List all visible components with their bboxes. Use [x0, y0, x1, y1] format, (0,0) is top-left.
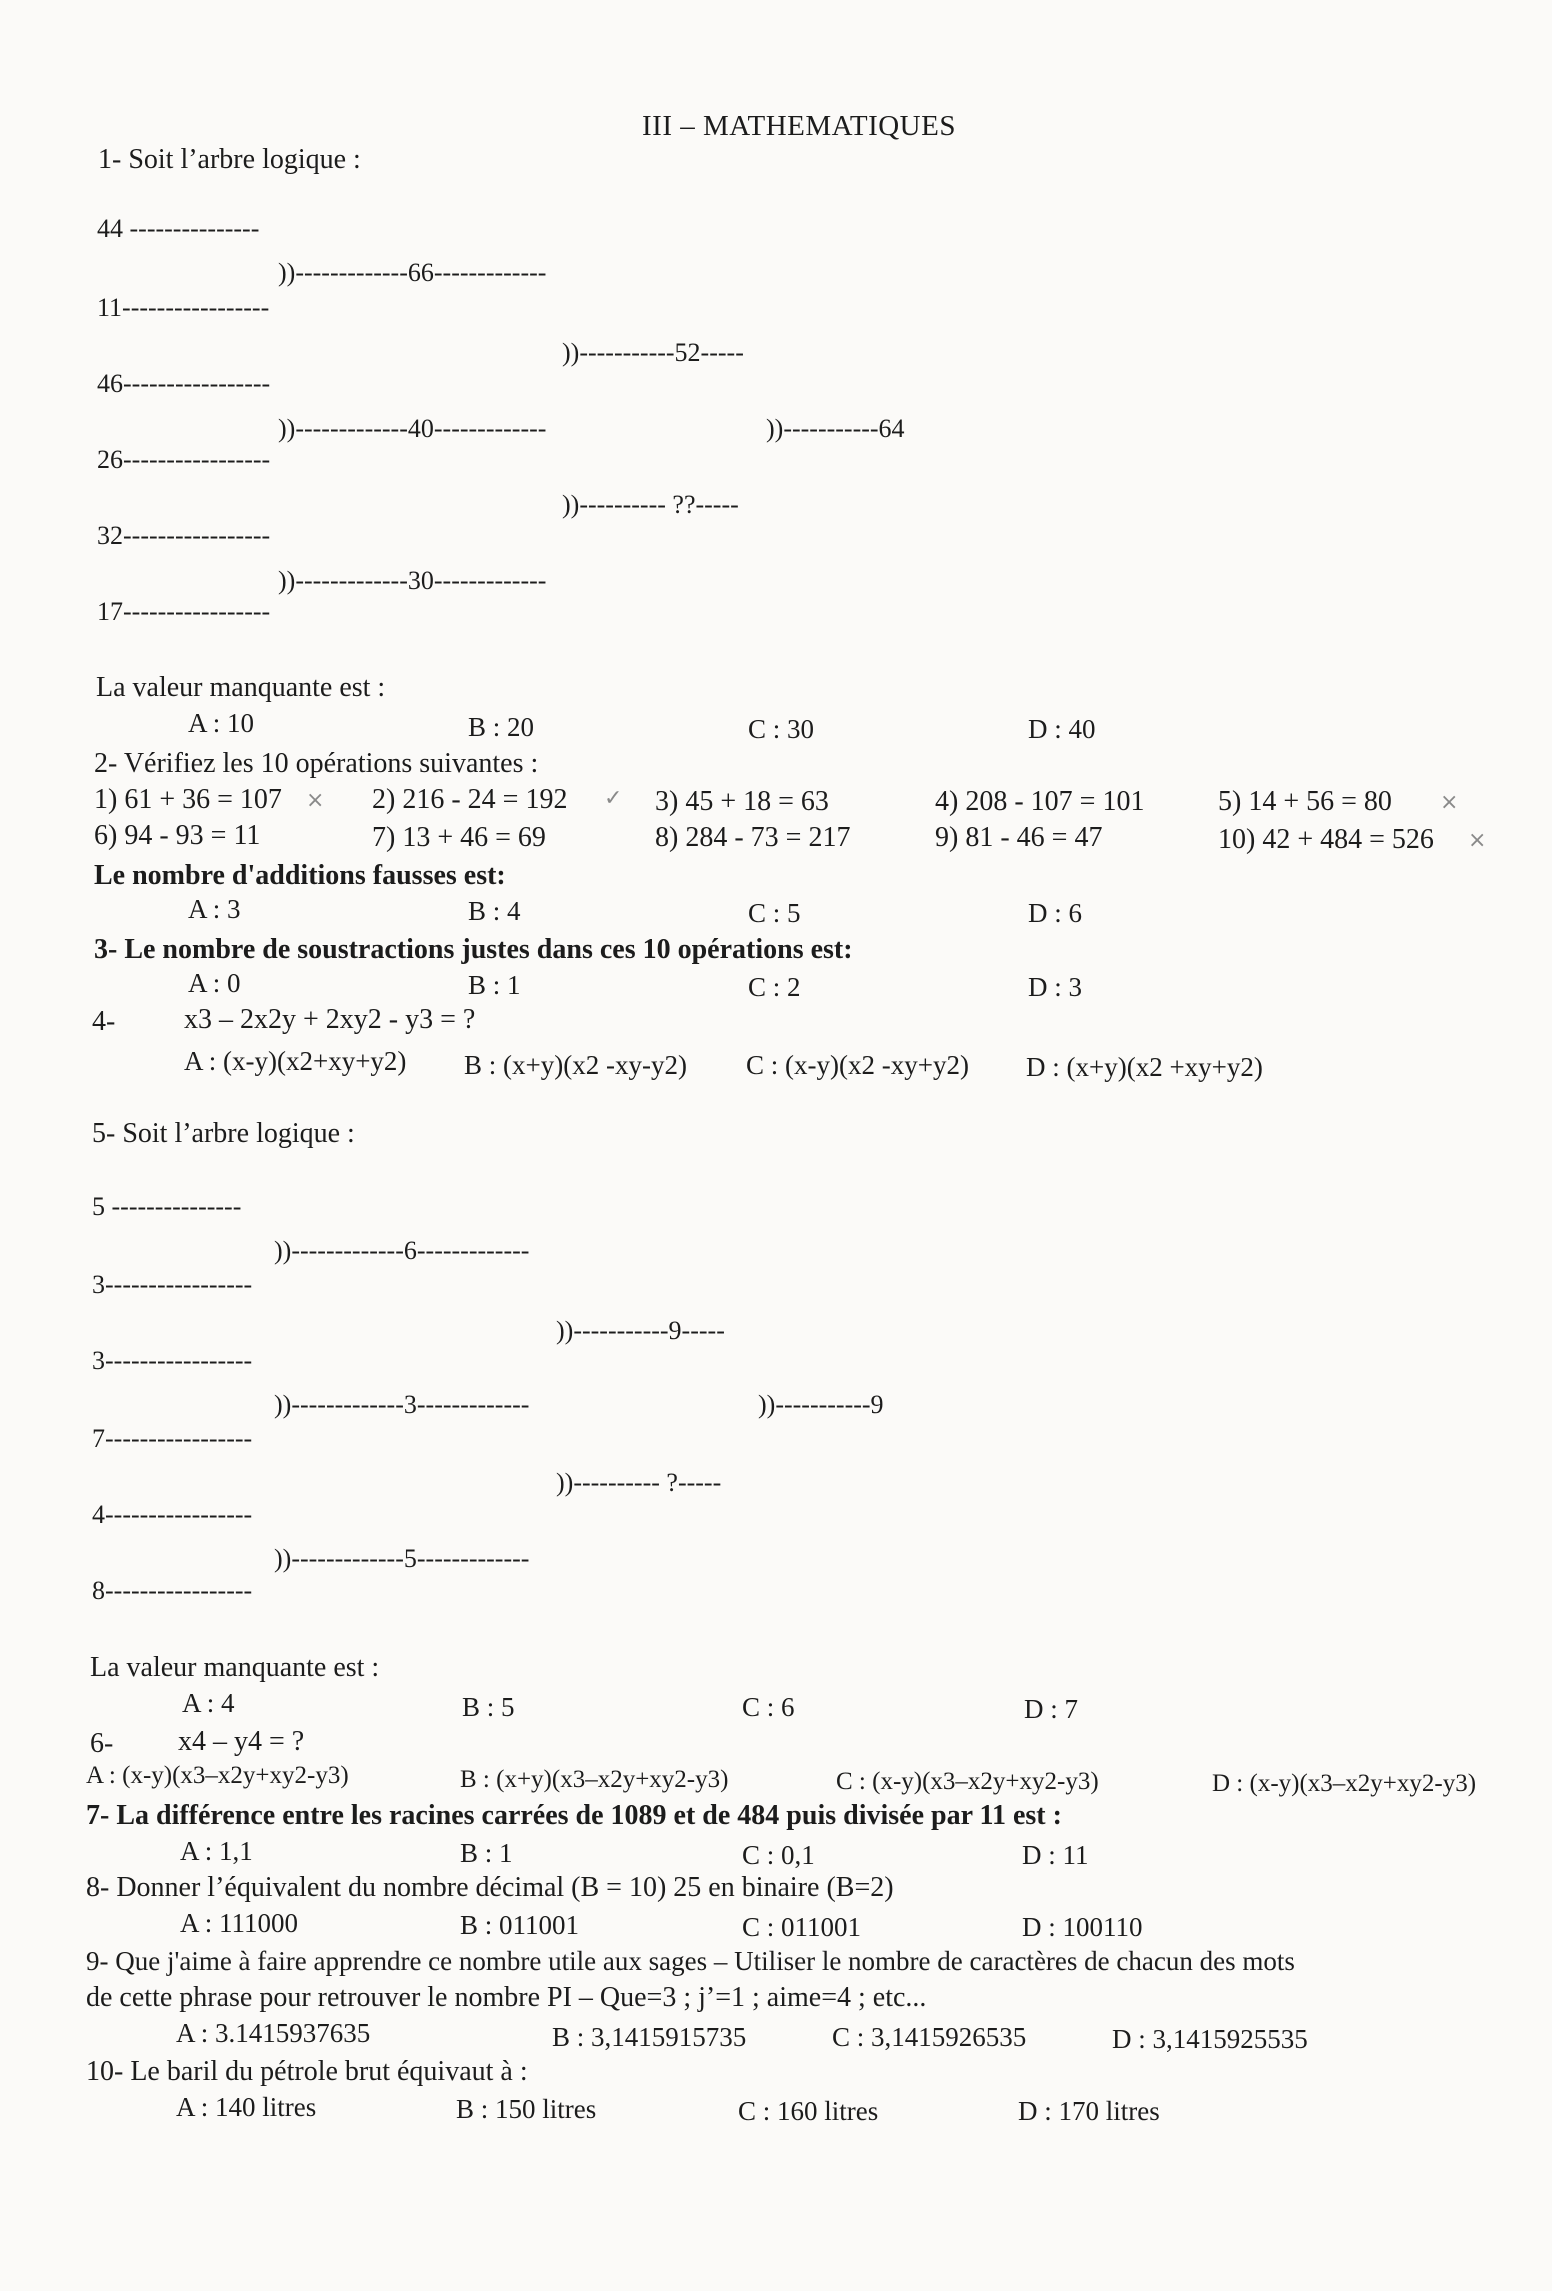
q6-option-d: D : (x-y)(x3–x2y+xy2-y3)	[1212, 1770, 1477, 1797]
q7-option-a: A : 1,1	[180, 1836, 253, 1866]
q4-option-b: B : (x+y)(x2 -xy-y2)	[464, 1050, 687, 1080]
q9-option-d: D : 3,1415925535	[1112, 2024, 1308, 2054]
q1-tree-node-unknown: ))---------- ??-----	[562, 490, 739, 519]
q2-op-9: 9) 81 - 46 = 47	[935, 822, 1103, 853]
pencil-cross-icon: ×	[1440, 790, 1459, 815]
q5-tree-leaf-5: 5 ---------------	[92, 1192, 242, 1221]
q9-option-c: C : 3,1415926535	[832, 2022, 1027, 2052]
q5-tree-root-9: ))-----------9	[758, 1390, 884, 1419]
q2-op-7: 7) 13 + 46 = 69	[372, 822, 546, 853]
q10-option-b: B : 150 litres	[456, 2094, 597, 2124]
q2-option-d: D : 6	[1028, 898, 1082, 928]
q1-tree-node-52: ))-----------52-----	[562, 338, 744, 367]
q6-formula: x4 – y4 = ?	[178, 1726, 305, 1757]
q4-formula	[184, 1004, 475, 1036]
q2-question: Le nombre d'additions fausses est:	[94, 860, 506, 891]
q6-number: 6-	[90, 1728, 114, 1759]
q3-option-b: B : 1	[468, 970, 521, 1000]
q5-option-c: C : 6	[742, 1692, 795, 1722]
q7-option-b: B : 1	[460, 1838, 513, 1868]
q1-tree-leaf-46: 46-----------------	[97, 369, 271, 398]
q2-op-5: 5) 14 + 56 = 80	[1218, 786, 1392, 817]
q1-option-c: C : 30	[748, 714, 815, 744]
q3-option-c: C : 2	[748, 972, 801, 1002]
q7-option-c: C : 0,1	[742, 1840, 815, 1870]
q3-option-a: A : 0	[188, 968, 241, 998]
q8-option-d: D : 100110	[1022, 1912, 1143, 1942]
q1-tree-node-30: ))-------------30-------------	[278, 566, 547, 595]
q5-tree-leaf-4: 4-----------------	[92, 1500, 253, 1529]
q1-option-a: A : 10	[188, 708, 255, 738]
q5-tree-leaf-3a: 3-----------------	[92, 1270, 253, 1299]
q5-question: La valeur manquante est :	[90, 1652, 380, 1683]
pencil-check-icon: ✓	[604, 786, 623, 811]
q7-option-d: D : 11	[1022, 1840, 1089, 1870]
q1-option-d: D : 40	[1028, 714, 1096, 744]
q1-tree-leaf-11: 11-----------------	[97, 293, 270, 322]
q5-tree-node-5: ))-------------5-------------	[274, 1544, 530, 1573]
q4-option-d: D : (x+y)(x2 +xy+y2)	[1026, 1052, 1263, 1082]
q5-tree-leaf-8: 8-----------------	[92, 1576, 253, 1605]
q1-tree-leaf-26: 26-----------------	[97, 445, 271, 474]
q4-option-c: C : (x-y)(x2 -xy+y2)	[746, 1050, 969, 1080]
q1-tree-node-66: ))-------------66-------------	[278, 258, 547, 287]
q4-number: 4-	[92, 1006, 116, 1037]
q2-op-4: 4) 208 - 107 = 101	[935, 786, 1145, 817]
q2-prompt: 2- Vérifiez les 10 opérations suivantes :	[94, 748, 539, 779]
q1-tree-leaf-17: 17-----------------	[97, 597, 271, 626]
q8-option-b: B : 011001	[460, 1910, 580, 1940]
section-title: III – MATHEMATIQUES	[642, 110, 956, 142]
q3-option-d: D : 3	[1028, 972, 1082, 1002]
q5-prompt: 5- Soit l’arbre logique :	[92, 1118, 355, 1149]
pencil-cross-icon: ×	[1468, 828, 1487, 853]
q8-prompt: 8- Donner l’équivalent du nombre décimal (B = 10) 25 en binaire (B=2)	[86, 1872, 894, 1903]
q7-prompt: 7- La différence entre les racines carrées de 1089 et de 484 puis divisée par 11 est :	[86, 1800, 1062, 1831]
q5-tree-leaf-3b: 3-----------------	[92, 1346, 253, 1375]
q10-option-c: C : 160 litres	[738, 2096, 879, 2126]
q2-option-c: C : 5	[748, 898, 801, 928]
q5-option-b: B : 5	[462, 1692, 515, 1722]
q5-tree-node-unknown: ))---------- ?-----	[556, 1468, 722, 1497]
q6-option-c: C : (x-y)(x3–x2y+xy2-y3)	[836, 1768, 1099, 1795]
q5-tree-node-9: ))-----------9-----	[556, 1316, 725, 1345]
q1-tree-leaf-32: 32-----------------	[97, 521, 271, 550]
q2-op-2: 2) 216 - 24 = 192	[372, 784, 568, 815]
q9-option-b: B : 3,1415915735	[552, 2022, 747, 2052]
q1-tree-root-64: ))-----------64	[766, 414, 905, 443]
q5-tree-node-3: ))-------------3-------------	[274, 1390, 530, 1419]
q5-tree-leaf-7: 7-----------------	[92, 1424, 253, 1453]
q8-option-c: C : 011001	[742, 1912, 862, 1942]
q2-option-b: B : 4	[468, 896, 521, 926]
q1-option-b: B : 20	[468, 712, 535, 742]
q4-formula-text: x3 – 2x2y + 2xy2 - y3 = ?	[184, 1004, 476, 1035]
q4-option-a: A : (x-y)(x2+xy+y2)	[184, 1046, 407, 1076]
q5-tree-node-6: ))-------------6-------------	[274, 1236, 530, 1265]
q1-tree-node-40: ))-------------40-------------	[278, 414, 547, 443]
q5-option-d: D : 7	[1024, 1694, 1078, 1724]
q10-option-d: D : 170 litres	[1018, 2096, 1160, 2126]
q2-op-8: 8) 284 - 73 = 217	[655, 822, 851, 853]
q2-op-6: 6) 94 - 93 = 11	[94, 820, 261, 851]
q9-prompt-line2: de cette phrase pour retrouver le nombre PI – Que=3 ; j’=1 ; aime=4 ; etc...	[86, 1982, 927, 2013]
q1-prompt: 1- Soit l’arbre logique :	[98, 144, 361, 175]
q10-prompt: 10- Le baril du pétrole brut équivaut à :	[86, 2056, 528, 2087]
q2-op-10: 10) 42 + 484 = 526	[1218, 824, 1434, 855]
q2-op-1: 1) 61 + 36 = 107	[94, 784, 282, 815]
q2-option-a: A : 3	[188, 894, 241, 924]
q9-option-a: A : 3.1415937635	[176, 2018, 371, 2048]
q2-op-3: 3) 45 + 18 = 63	[655, 786, 829, 817]
pencil-cross-icon: ×	[306, 788, 325, 813]
q1-question: La valeur manquante est :	[96, 672, 386, 703]
q10-option-a: A : 140 litres	[176, 2092, 317, 2122]
q3-prompt: 3- Le nombre de soustractions justes dans ces 10 opérations est:	[94, 934, 853, 965]
q8-option-a: A : 111000	[180, 1908, 299, 1938]
q9-prompt-line1: 9- Que j'aime à faire apprendre ce nombre utile aux sages – Utiliser le nombre de caractères de chacun des mots	[86, 1946, 1295, 1976]
q1-tree-leaf-44: 44 ---------------	[97, 214, 260, 243]
q6-option-a: A : (x-y)(x3–x2y+xy2-y3)	[86, 1762, 349, 1789]
q6-option-b: B : (x+y)(x3–x2y+xy2-y3)	[460, 1766, 729, 1793]
q5-option-a: A : 4	[182, 1688, 235, 1718]
